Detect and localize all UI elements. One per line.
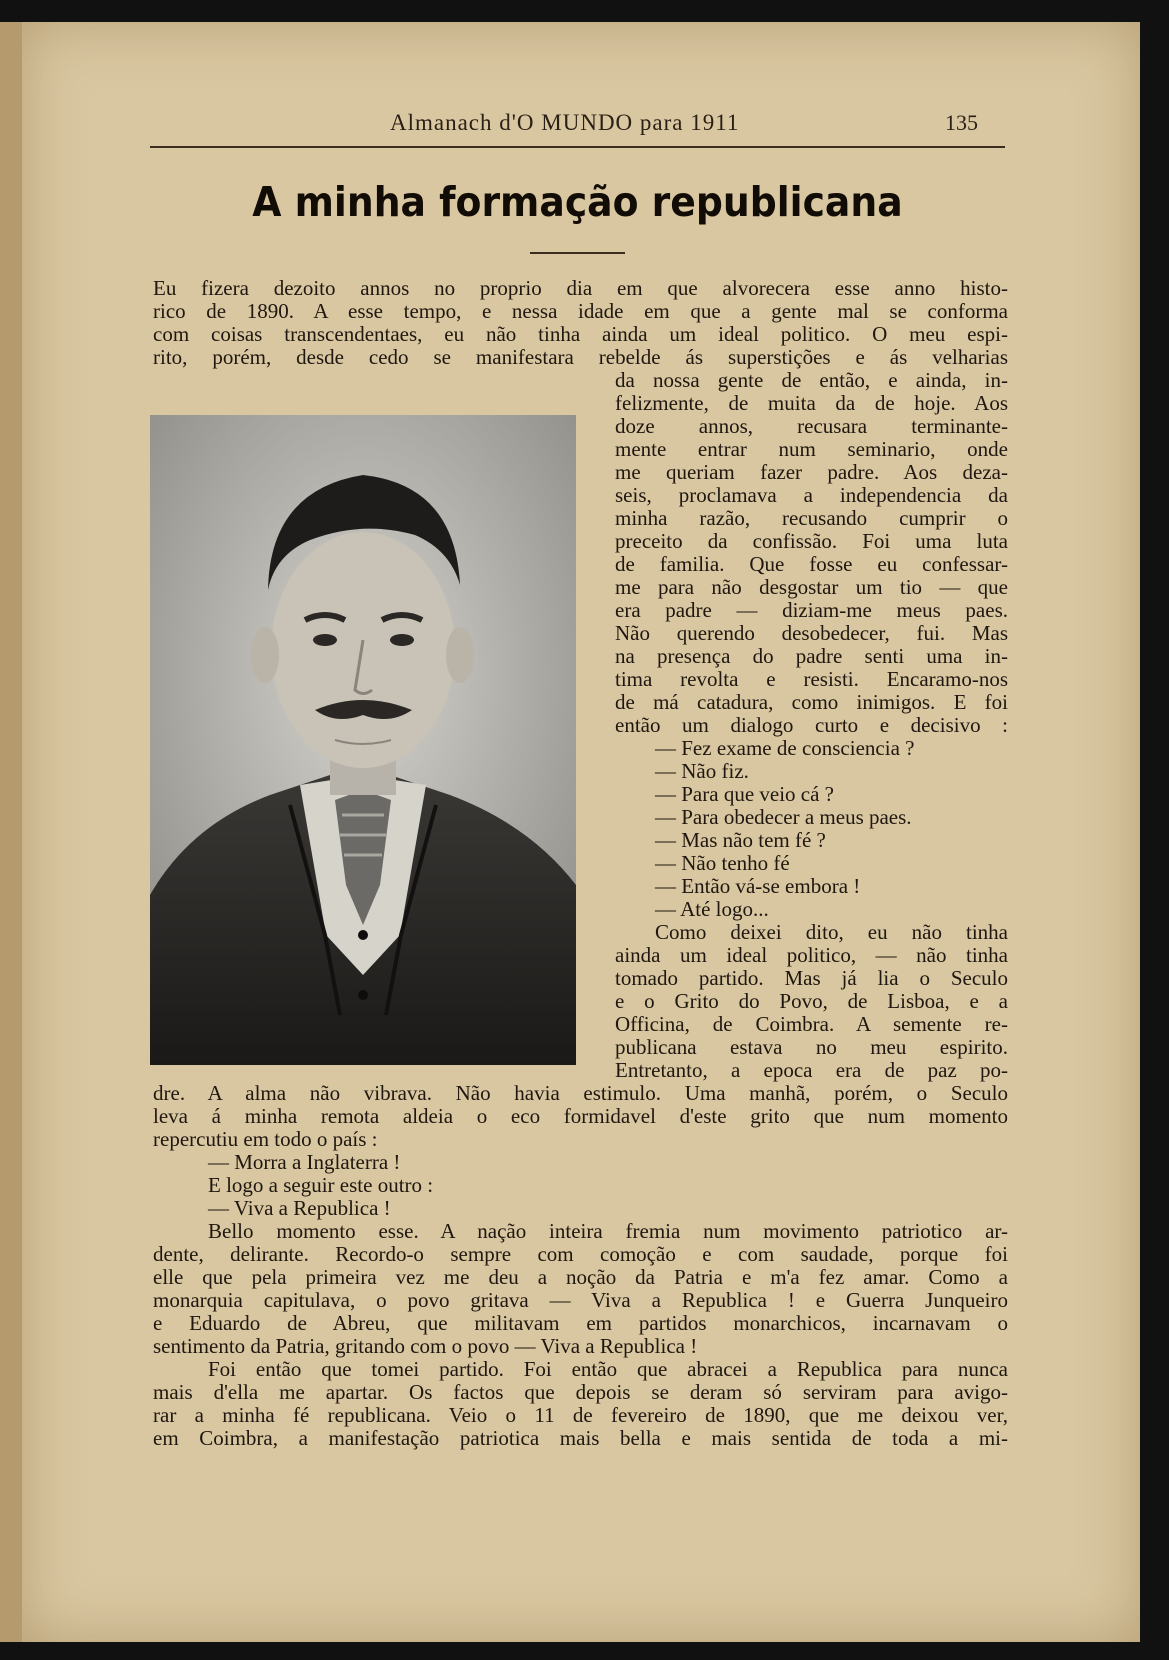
header-rule bbox=[150, 146, 1005, 148]
text-line: me queriam fazer padre. Aos deza- bbox=[615, 460, 1008, 484]
text-line: rico de 1890. A esse tempo, e nessa idade em que a gente mal se conforma bbox=[153, 299, 1008, 323]
portrait-illustration bbox=[150, 415, 576, 1065]
text-line: rar a minha fé republicana. Veio o 11 de fevereiro de 1890, que me deixou ver, bbox=[153, 1403, 1008, 1427]
text-line: monarquia capitulava, o povo gritava — Viva a Republica ! e Guerra Junqueiro bbox=[153, 1288, 1008, 1312]
text-line: Não querendo desobedecer, fui. Mas bbox=[615, 621, 1008, 645]
text-line: E logo a seguir este outro : bbox=[208, 1173, 434, 1197]
text-line: tomado partido. Mas já lia o Seculo bbox=[615, 966, 1008, 990]
article-title: A minha formação republicana bbox=[252, 178, 903, 226]
text-line: publicana estava no meu espirito. bbox=[615, 1035, 1008, 1059]
text-line: me para não desgostar um tio — que bbox=[615, 575, 1008, 599]
text-line: repercutiu em todo o país : bbox=[153, 1127, 378, 1151]
text-line: e Eduardo de Abreu, que militavam em partidos monarchicos, incarnavam o bbox=[153, 1311, 1008, 1335]
text-line: Entretanto, a epoca era de paz po- bbox=[615, 1058, 1008, 1082]
text-line: seis, proclamava a independencia da bbox=[615, 483, 1008, 507]
text-line: era padre — diziam-me meus paes. bbox=[615, 598, 1008, 622]
text-line: e o Grito do Povo, de Lisboa, e a bbox=[615, 989, 1008, 1013]
text-line: dente, delirante. Recordo-o sempre com comoção e com saudade, porque foi bbox=[153, 1242, 1008, 1266]
text-line: com coisas transcendentaes, eu não tinha ainda um ideal politico. O meu espi- bbox=[153, 322, 1008, 346]
dialogue-line: — Até logo... bbox=[655, 897, 769, 921]
page-number: 135 bbox=[945, 110, 978, 135]
text-line: mais d'ella me apartar. Os factos que depois se deram só serviram para avigo- bbox=[153, 1380, 1008, 1404]
text-line: Como deixei dito, eu não tinha bbox=[655, 920, 1008, 944]
page-edge bbox=[0, 22, 22, 1642]
text-line: mente entrar num seminario, onde bbox=[615, 437, 1008, 461]
text-line: na presença do padre senti uma in- bbox=[615, 644, 1008, 668]
text-line: de má catadura, como inimigos. E foi bbox=[615, 690, 1008, 714]
text-line: sentimento da Patria, gritando com o povo — Viva a Republica ! bbox=[153, 1334, 698, 1358]
text-line: ainda um ideal politico, — não tinha bbox=[615, 943, 1008, 967]
portrait-photo bbox=[150, 415, 576, 1065]
text-line: Bello momento esse. A nação inteira fremia num movimento patriotico ar- bbox=[208, 1219, 1008, 1243]
dialogue-line: — Não tenho fé bbox=[655, 851, 790, 875]
text-line: doze annos, recusara terminante- bbox=[615, 414, 1008, 438]
dialogue-line: — Para que veio cá ? bbox=[655, 782, 835, 806]
dialogue-line: — Então vá-se embora ! bbox=[655, 874, 861, 898]
text-line: então um dialogo curto e decisivo : bbox=[615, 713, 1008, 737]
text-line: preceito da confissão. Foi uma luta bbox=[615, 529, 1008, 553]
text-line: de familia. Que fosse eu confessar- bbox=[615, 552, 1008, 576]
text-line: da nossa gente de então, e ainda, in- bbox=[615, 368, 1008, 392]
text-line: Eu fizera dezoito annos no proprio dia em que alvorecera esse anno histo- bbox=[153, 276, 1008, 300]
running-head: Almanach d'O MUNDO para 1911 bbox=[390, 110, 740, 135]
text-line: tima revolta e resisti. Encaramo-nos bbox=[615, 667, 1008, 691]
text-line: em Coimbra, a manifestação patriotica mais bella e mais sentida de toda a mi- bbox=[153, 1426, 1008, 1450]
dialogue-line: — Mas não tem fé ? bbox=[655, 828, 826, 852]
title-rule bbox=[530, 252, 625, 254]
text-line: rito, porém, desde cedo se manifestara rebelde ás superstições e ás velharias bbox=[153, 345, 1008, 369]
text-line: Foi então que tomei partido. Foi então que abracei a Republica para nunca bbox=[208, 1357, 1008, 1381]
text-line: elle que pela primeira vez me deu a noção da Patria e m'a fez amar. Como a bbox=[153, 1265, 1008, 1289]
text-line: minha razão, recusando cumprir o bbox=[615, 506, 1008, 530]
text-line: felizmente, de muita da de hoje. Aos bbox=[615, 391, 1008, 415]
dialogue-line: — Não fiz. bbox=[655, 759, 749, 783]
dialogue-line: — Fez exame de consciencia ? bbox=[655, 736, 915, 760]
dialogue-line: — Morra a Inglaterra ! bbox=[208, 1150, 401, 1174]
dialogue-line: — Viva a Republica ! bbox=[208, 1196, 391, 1220]
text-line: dre. A alma não vibrava. Não havia estimulo. Uma manhã, porém, o Seculo bbox=[153, 1081, 1008, 1105]
text-line: Officina, de Coimbra. A semente re- bbox=[615, 1012, 1008, 1036]
dialogue-line: — Para obedecer a meus paes. bbox=[655, 805, 912, 829]
text-line: leva á minha remota aldeia o eco formidavel d'este grito que num momento bbox=[153, 1104, 1008, 1128]
